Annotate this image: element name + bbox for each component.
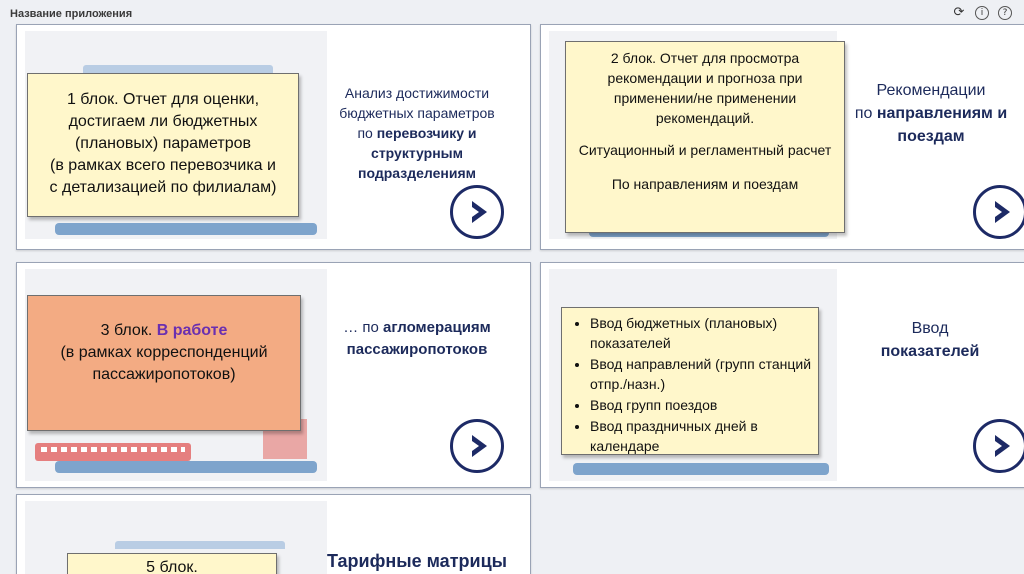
caption-bold: перевозчику и структурным подразделениям [358,125,477,181]
caption-bold: показателей [880,343,980,360]
block-3-caption [317,317,517,361]
caption-bold: направлениям и поездам [876,105,1008,145]
info-icon[interactable]: i [975,6,989,20]
open-block-3-button[interactable] [450,419,504,473]
title-bar [0,0,1024,24]
open-block-1-button[interactable] [450,185,504,239]
report-card-3 [16,262,531,488]
report-card-1 [16,24,531,250]
caption-plain: Ввод [911,320,949,337]
input-card-4 [540,262,1024,488]
list-item: • Ввод праздничных дней в календаре [590,416,812,456]
block-2-caption [841,79,1021,148]
report-card-5 [16,494,531,574]
block-3-note [27,295,301,431]
status-badge: В работе [156,322,228,339]
open-block-4-button[interactable] [973,419,1024,473]
chevron-right-icon [995,201,1010,223]
chevron-right-icon [472,435,487,457]
block-1-caption [317,83,517,183]
help-icon[interactable]: ? [998,6,1012,20]
chevron-right-icon [472,201,487,223]
block-2-note-line-2: Ситуационный и регламентный расчет [578,142,832,158]
chevron-right-icon [995,435,1010,457]
caption-bold: агломерациям пассажиропотоков [346,319,491,358]
caption-bold: Тарифные матрицы [326,551,508,571]
list-item: • Ввод бюджетных (плановых) показателей [590,313,812,353]
block-3-note-rest: (в рамках корреспонденций пассажиропотоков) [60,344,268,383]
open-block-2-button[interactable] [973,185,1024,239]
block-1-note [27,73,299,217]
block-1-note-text: 1 блок. Отчет для оценки, достигаем ли бюджетных (плановых) параметров (в рамках всего перевозчика и с детализацией по филиалам) [49,91,277,196]
block-2-note [565,41,845,233]
caption-plain: … по [343,319,384,336]
block-5-note-text: 5 блок. [146,559,198,574]
list-item: • Ввод направлений (групп станций отпр./назн.) [590,354,812,394]
block-2-note-line-3: По направлениям и поездам [611,176,799,192]
caption-plain: Анализ достижимости бюджетных параметров по [339,85,495,141]
report-card-2 [540,24,1024,250]
top-icons [952,6,1012,20]
block-2-note-line-1: 2 блок. Отчет для просмотра рекомендации и прогноза при применении/не применении рекомендаций. [607,50,803,126]
input-list-note [561,307,819,455]
block-4-caption [835,317,1024,363]
app-title: Название приложения [10,8,133,20]
block-3-note-prefix: 3 блок. [100,322,157,339]
list-item: • Ввод групп поездов [590,395,812,415]
refresh-icon[interactable]: ⟳ [953,5,965,20]
input-list [568,313,812,456]
block-5-note [67,553,277,574]
block-5-caption [317,549,517,573]
caption-plain: Рекомендации по [854,82,986,122]
